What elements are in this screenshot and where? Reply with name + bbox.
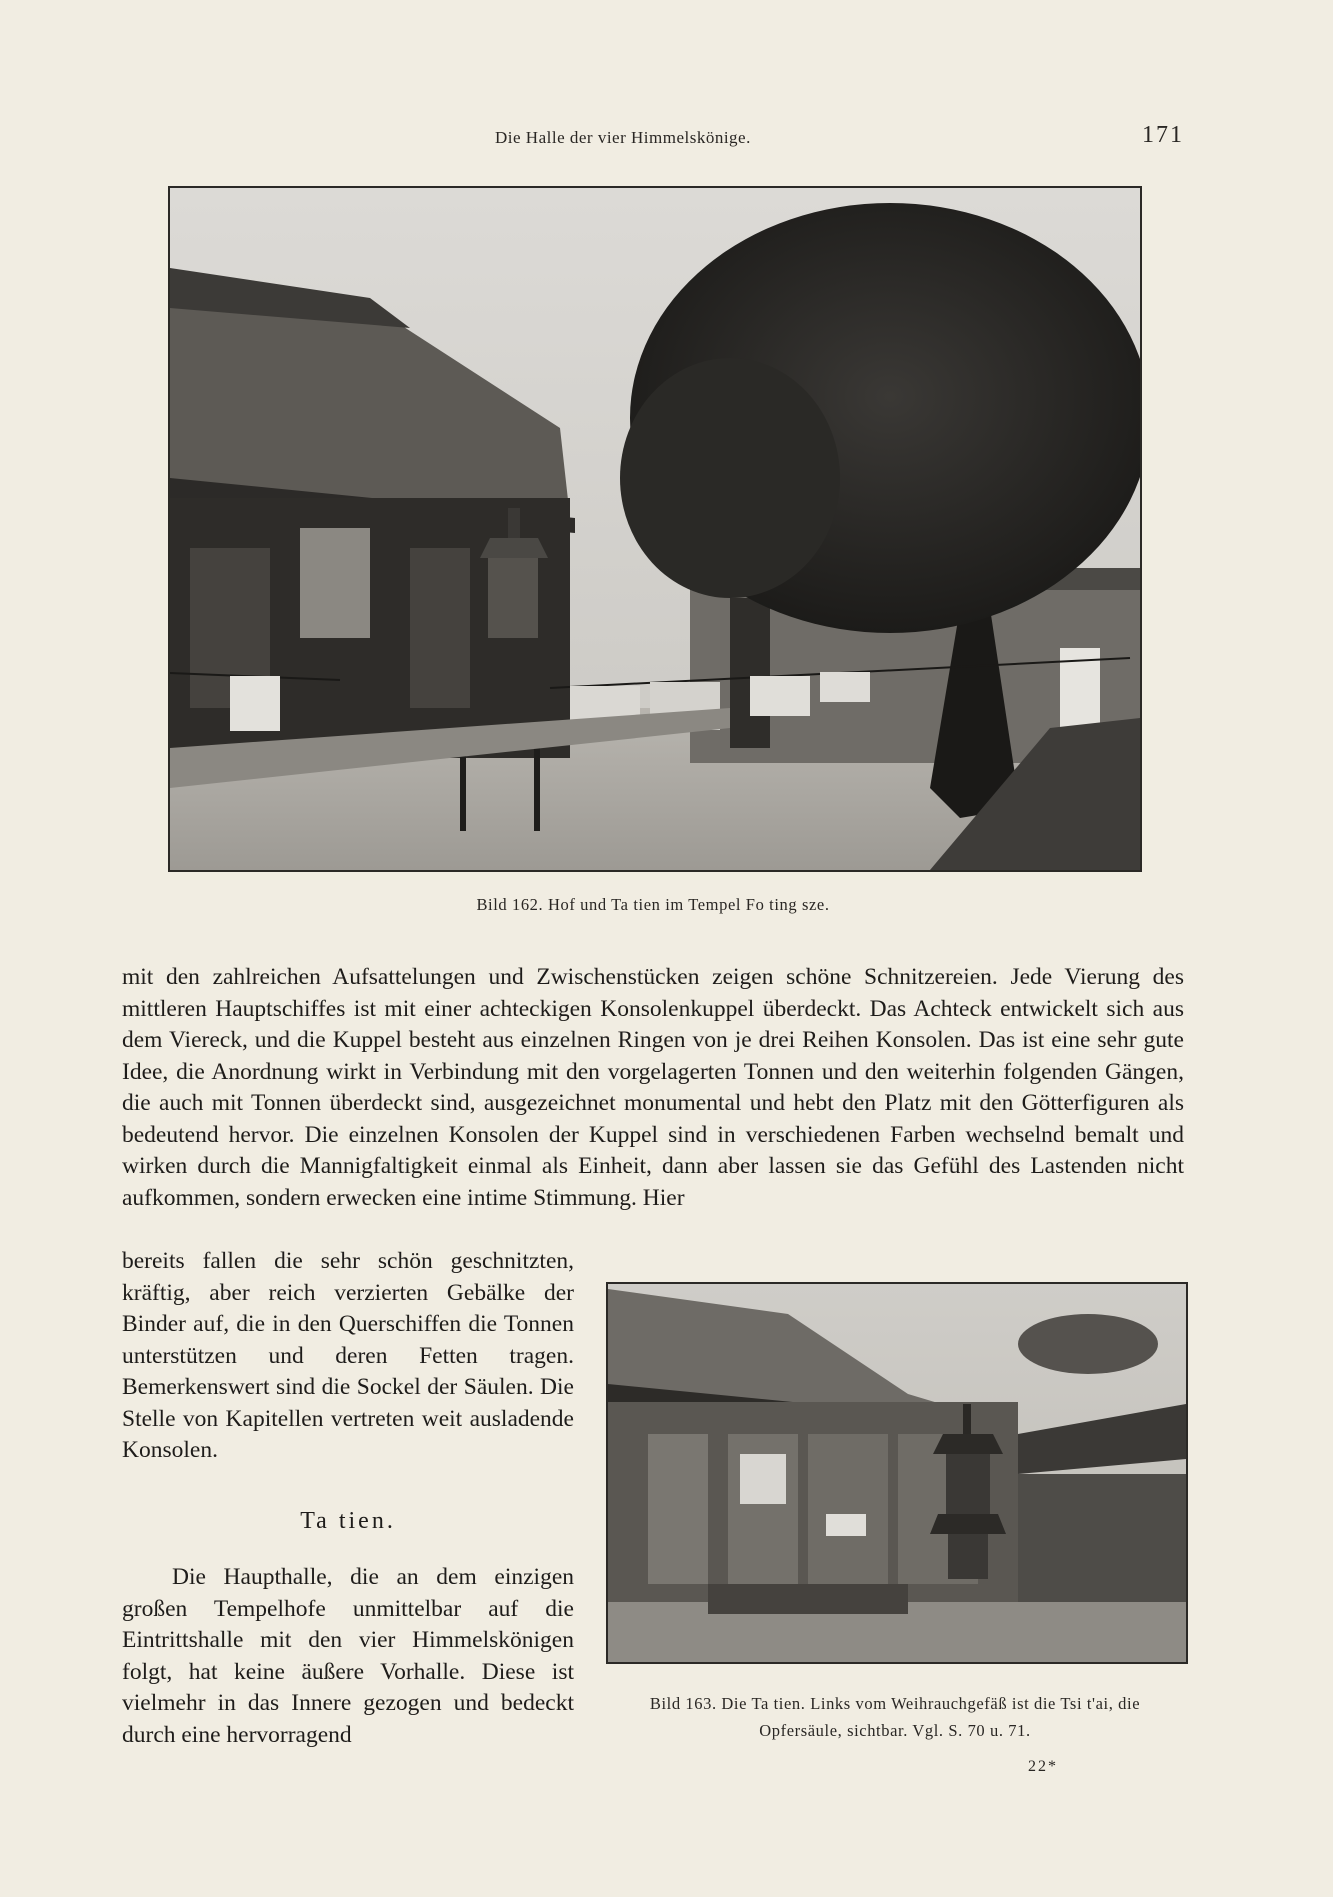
running-title: Die Halle der vier Himmelskönige. xyxy=(495,128,751,147)
body-paragraph-2 xyxy=(122,1246,574,1467)
paragraph-text: bereits fallen die sehr schön geschnitzten, kräftig, aber reich verzierten Gebälke der Binder auf, die in den Querschiffen die Tonnen unterstützen und deren Fetten tragen. Bemerkenswert sind die Sockel der Säulen. Die Stelle von Kapitellen vertreten weit ausladende Konsolen. xyxy=(122,1248,574,1463)
sheet-signature: 22* xyxy=(1028,1758,1058,1775)
figure-162-caption: Bild 162. Hof und Ta tien im Tempel Fo ting sze. xyxy=(476,895,830,914)
page-number: 171 xyxy=(1142,122,1184,148)
photo-ta-tien xyxy=(606,1282,1188,1664)
photo-courtyard xyxy=(168,186,1142,872)
paragraph-text: mit den zahlreichen Aufsattelungen und Zwischenstücken zeigen schöne Schnitzereien. Jede Vierung des mittleren Hauptschiffes ist mit einer achteckigen Konsolenkuppel überdeckt. Das Achteck entwickelt sich aus dem Viereck, und die Kuppel besteht aus einzelnen Ringen von je drei Reihen Konsolen. Das ist eine sehr gute Idee, die Anordnung wirkt in Verbindung mit den vorgelagerten Tonnen und den weiterhin folgenden Gängen, die auch mit Tonnen überdeckt sind, ausgezeichnet monumental und hebt den Platz mit den Götterfiguren als bedeutend hervor. Die einzelnen Konsolen der Kuppel sind in verschiedenen Farben wechselnd bemalt und wirken durch die Mannigfaltigkeit einmal als Einheit, dann aber lassen sie das Gefühl des Lastenden nicht aufkommen, sondern erwecken eine intime Stimmung. Hier xyxy=(122,964,1184,1211)
body-paragraph-3 xyxy=(122,1562,574,1751)
figure-163-caption: Bild 163. Die Ta tien. Links vom Weihrauchgefäß ist die Tsi t'ai, die Opfersäule, sichtbar. Vgl. S. 70 u. 71. xyxy=(649,1694,1141,1740)
body-paragraph-1 xyxy=(122,962,1184,1214)
section-title: Ta tien. xyxy=(300,1508,396,1534)
paragraph-text: Die Haupthalle, die an dem einzigen großen Tempelhofe unmittelbar auf die Eintrittshalle mit den vier Himmelskönigen folgt, hat keine äußere Vorhalle. Diese ist vielmehr in das Innere gezogen und bedeckt durch eine hervorragend xyxy=(122,1564,574,1748)
